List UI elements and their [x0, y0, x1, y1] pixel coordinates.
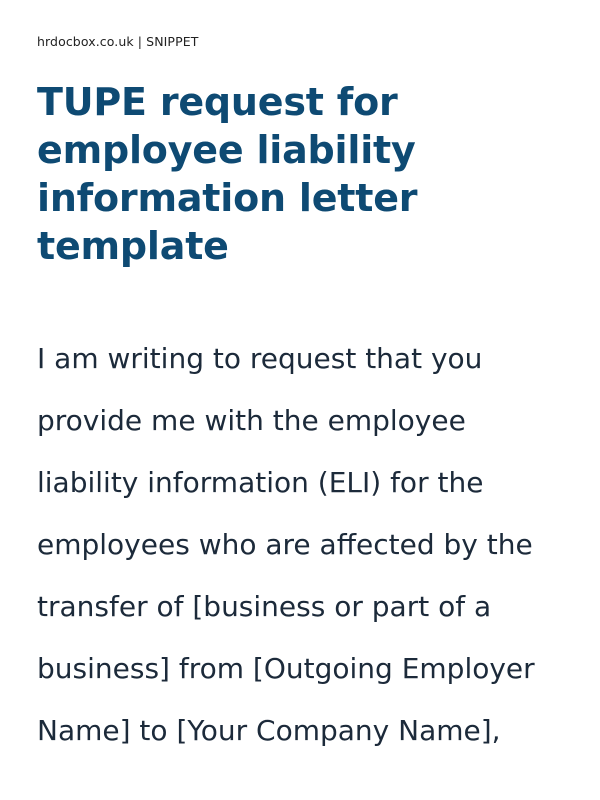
title-line: employee liability [37, 128, 416, 172]
body-line: transfer of [business or part of a [37, 590, 492, 623]
title-line: template [37, 224, 229, 268]
body-line: I am writing to request that you [37, 342, 483, 375]
document-title [37, 78, 567, 270]
letter-body [37, 328, 577, 762]
title-line: TUPE request for [37, 80, 398, 124]
title-line: information letter [37, 176, 418, 220]
body-line: Name] to [Your Company Name], [37, 714, 501, 747]
source-label: hrdocbox.co.uk | SNIPPET [37, 34, 199, 49]
body-line: employees who are affected by the [37, 528, 533, 561]
body-line: liability information (ELI) for the [37, 466, 484, 499]
body-line: provide me with the employee [37, 404, 466, 437]
body-line: business] from [Outgoing Employer [37, 652, 535, 685]
